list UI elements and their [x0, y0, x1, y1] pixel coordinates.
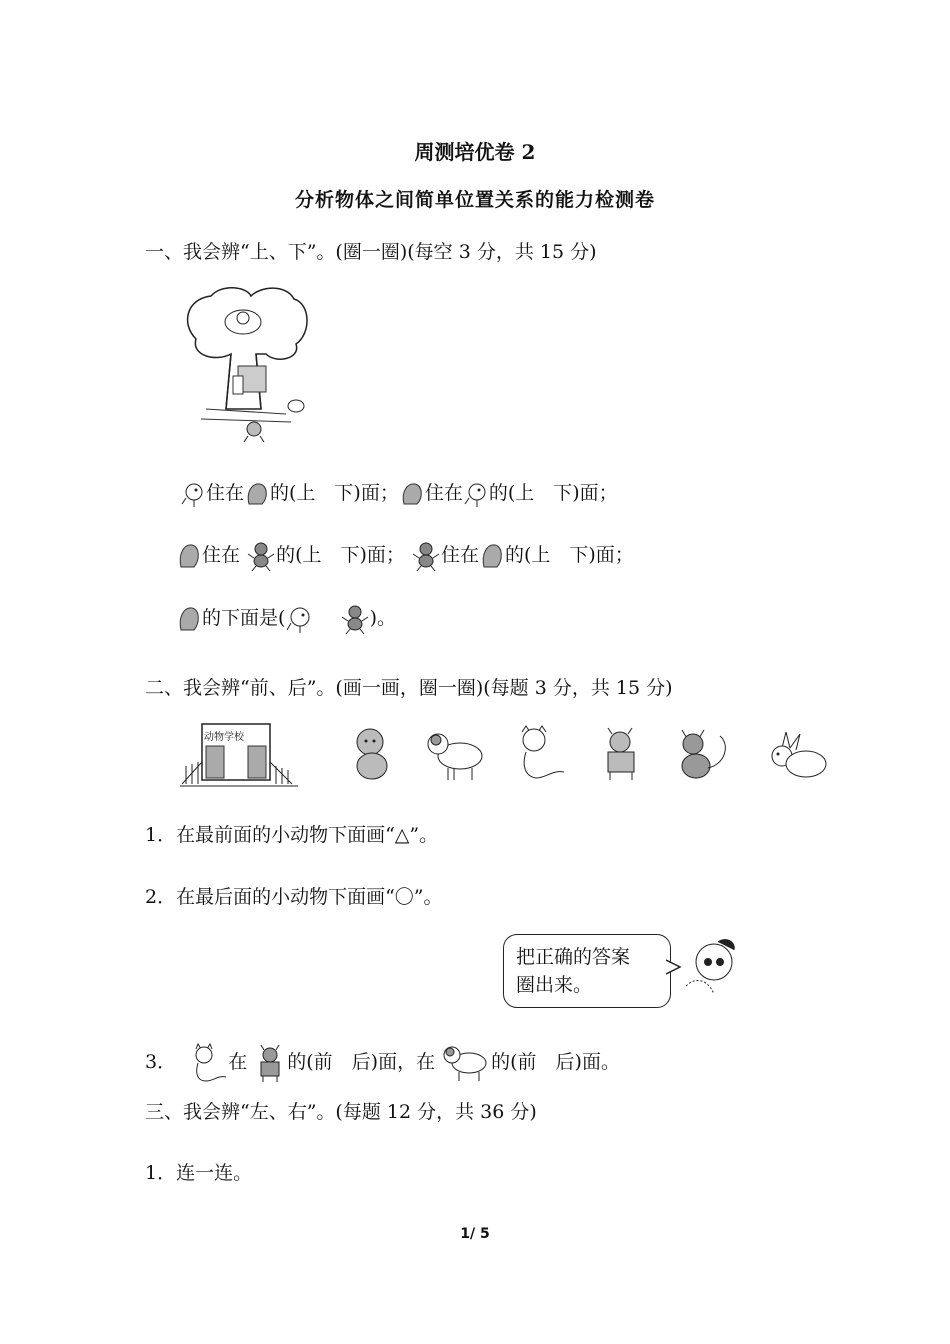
section2-item-3: 3． 在 的(前 后)面，在 的(前 后)面。	[145, 1043, 620, 1083]
ant-icon	[340, 603, 370, 635]
squirrel-icon	[176, 604, 202, 634]
page-number: 1/ 5	[460, 1226, 490, 1242]
rabbit-icon	[760, 730, 832, 782]
sheep-icon	[424, 728, 490, 782]
tree-illustration	[176, 284, 311, 444]
squirrel-icon	[244, 480, 270, 508]
page-subtitle: 分析物体之间简单位置关系的能力检测卷	[294, 189, 655, 211]
deer-icon	[596, 724, 648, 782]
section2-item-1: 1．在最前面的小动物下面画“△”。	[145, 824, 439, 846]
section1-question-3: 的下面是( )。	[176, 603, 396, 635]
ant-icon	[246, 540, 276, 572]
section2-item-2: 2．在最后面的小动物下面画“〇”。	[145, 886, 443, 908]
fox-icon	[674, 724, 734, 782]
dog-icon	[346, 726, 398, 782]
page-title: 周测培优卷 2	[414, 140, 536, 164]
bird-icon	[463, 480, 489, 508]
squirrel-icon	[479, 541, 505, 571]
cat-icon	[188, 1043, 228, 1083]
bird-icon	[285, 604, 315, 634]
sheep-icon	[441, 1043, 491, 1083]
gate-sign: 动物学校	[204, 732, 244, 743]
section3-item-1: 1．连一连。	[145, 1162, 253, 1184]
deer-icon	[253, 1043, 287, 1083]
section3-heading: 三、我会辨“左、右”。(每题 12 分，共 36 分)	[145, 1101, 537, 1123]
ant-icon	[411, 540, 441, 572]
bubble-line-1: 把正确的答案	[516, 946, 631, 968]
squirrel-icon	[399, 480, 425, 508]
cat-icon	[512, 724, 570, 782]
section1-question-2: 住在 的(上 下)面； 住在 的(上 下)面；	[176, 540, 634, 572]
speech-bubble	[503, 934, 671, 1008]
section1-question-1: 住在 的(上 下)面； 住在 的(上 下)面；	[180, 478, 618, 508]
mascot-icon	[678, 936, 744, 1002]
bubble-line-2: 圈出来。	[516, 974, 593, 996]
section1-heading: 一、我会辨“上、下”。(圈一圈)(每空 3 分，共 15 分)	[145, 241, 597, 263]
bird-icon	[180, 480, 206, 508]
section2-heading: 二、我会辨“前、后”。(画一画，圈一圈)(每题 3 分，共 15 分)	[145, 677, 673, 699]
squirrel-icon	[176, 541, 202, 571]
